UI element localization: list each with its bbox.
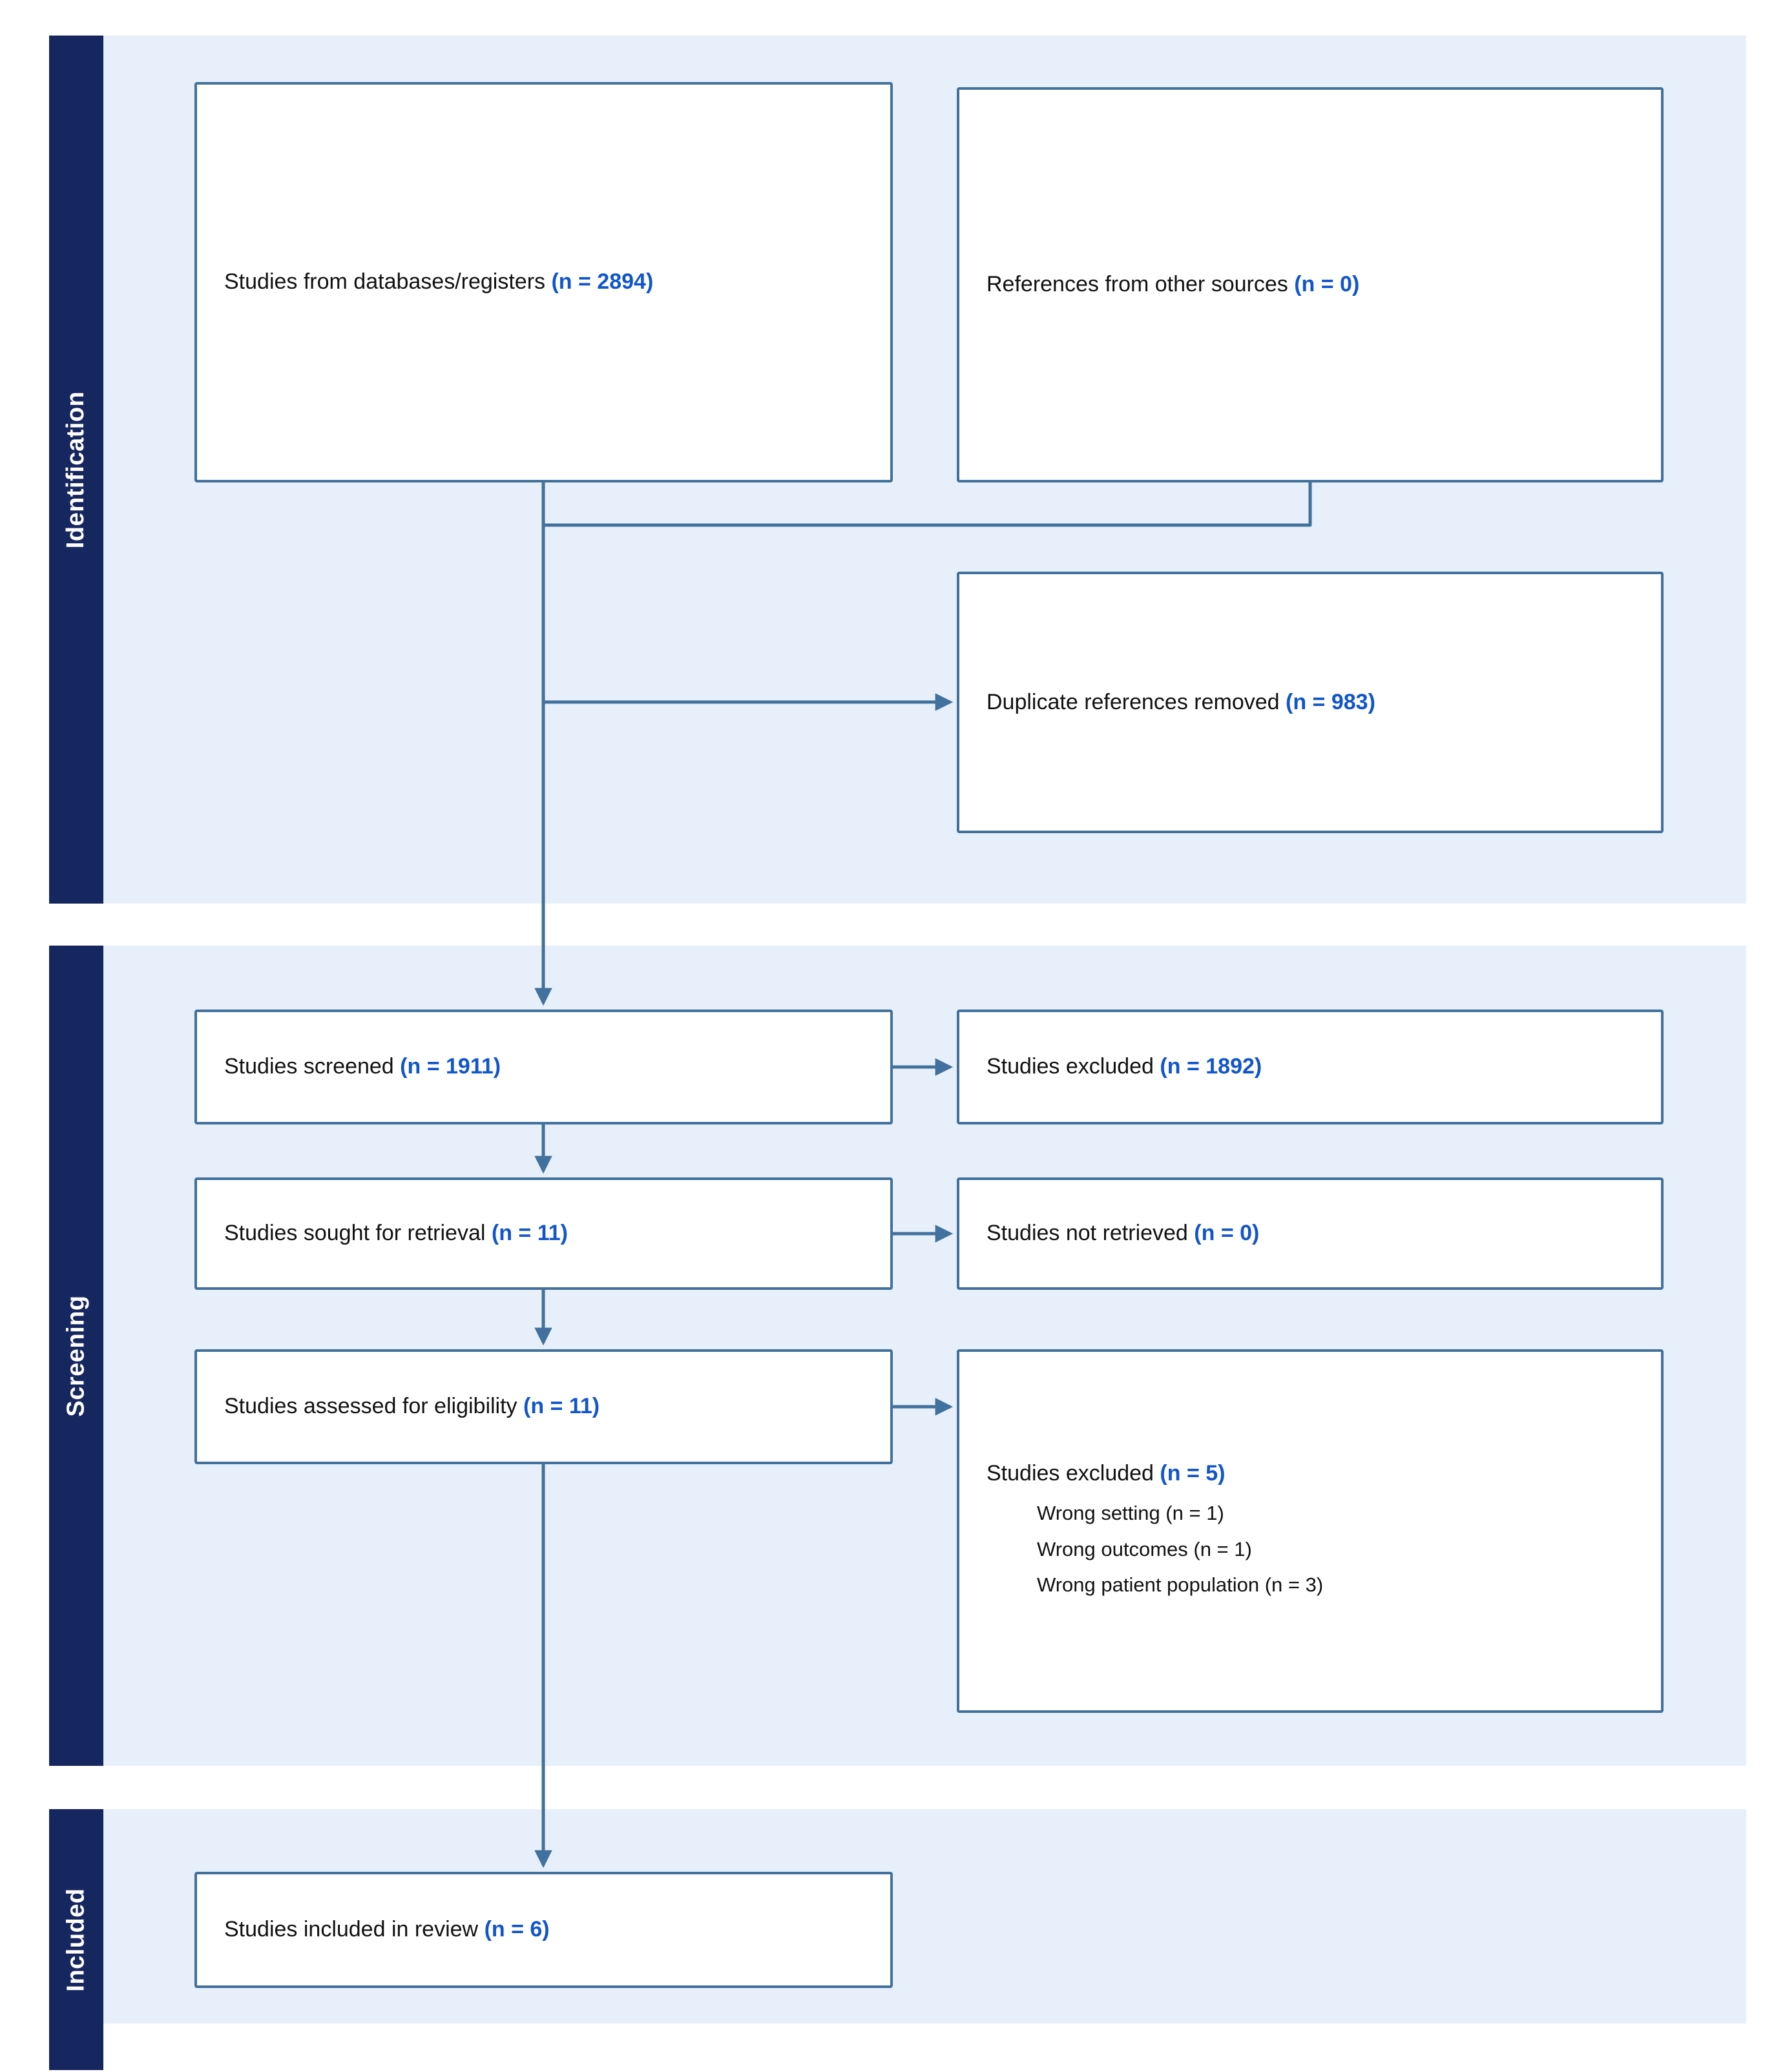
box-count: (n = 6) <box>484 1917 550 1942</box>
box-label: Studies sought for retrieval <box>224 1221 492 1246</box>
box-label: Duplicate references removed <box>986 689 1286 714</box>
box-studies-sought-retrieval <box>194 1177 893 1290</box>
exclusion-reasons <box>1037 1495 1323 1603</box>
box-references-other-sources <box>957 87 1664 482</box>
exclusion-reason: Wrong outcomes (n = 1) <box>1037 1537 1252 1560</box>
box-label: Studies excluded <box>986 1460 1160 1486</box>
phase-label-screening: Screening <box>62 1294 90 1417</box>
box-text <box>986 688 1375 718</box>
box-count: (n = 5) <box>1160 1460 1226 1486</box>
box-studies-excluded-eligibility <box>957 1349 1664 1713</box>
box-studies-not-retrieved <box>957 1177 1664 1290</box>
box-label: Studies not retrieved <box>986 1221 1195 1246</box>
box-label: References from other sources <box>986 272 1295 297</box>
phase-bar-included <box>49 1809 103 2070</box>
box-studies-from-databases <box>194 82 893 482</box>
box-text <box>224 267 653 297</box>
box-label: Studies from databases/registers <box>224 269 552 295</box>
box-count: (n = 11) <box>491 1221 568 1246</box>
box-count: (n = 0) <box>1294 272 1360 297</box>
phase-label-included: Included <box>62 1887 90 1992</box>
box-count: (n = 1892) <box>1160 1054 1262 1079</box>
box-text <box>224 1915 550 1945</box>
box-label: Studies excluded <box>986 1054 1160 1079</box>
box-label: Studies screened <box>224 1054 401 1079</box>
connector-other-sources-merge <box>543 482 1310 525</box>
box-count: (n = 2894) <box>551 269 654 295</box>
box-text <box>224 1219 568 1248</box>
box-count: (n = 0) <box>1194 1221 1260 1246</box>
phase-bar-identification <box>49 36 103 904</box>
phase-label-identification: Identification <box>62 391 90 548</box>
box-studies-excluded-screening <box>957 1010 1664 1124</box>
box-duplicates-removed <box>957 572 1664 833</box>
box-text <box>986 1219 1259 1248</box>
box-count: (n = 983) <box>1286 689 1375 714</box>
box-text <box>224 1392 600 1422</box>
box-label: Studies included in review <box>224 1917 485 1942</box>
box-text <box>986 1459 1225 1489</box>
exclusion-reason: Wrong setting (n = 1) <box>1037 1501 1224 1524</box>
exclusion-reason: Wrong patient population (n = 3) <box>1037 1573 1324 1597</box>
box-count: (n = 11) <box>523 1394 600 1419</box>
box-text <box>986 1052 1262 1082</box>
box-label: Studies assessed for eligibility <box>224 1394 524 1419</box>
box-studies-screened <box>194 1010 893 1124</box>
box-studies-assessed-eligibility <box>194 1349 893 1464</box>
box-text <box>986 270 1359 300</box>
box-count: (n = 1911) <box>400 1054 501 1079</box>
box-text <box>224 1052 501 1082</box>
box-studies-included-review <box>194 1872 893 1988</box>
phase-bar-screening <box>49 946 103 1766</box>
